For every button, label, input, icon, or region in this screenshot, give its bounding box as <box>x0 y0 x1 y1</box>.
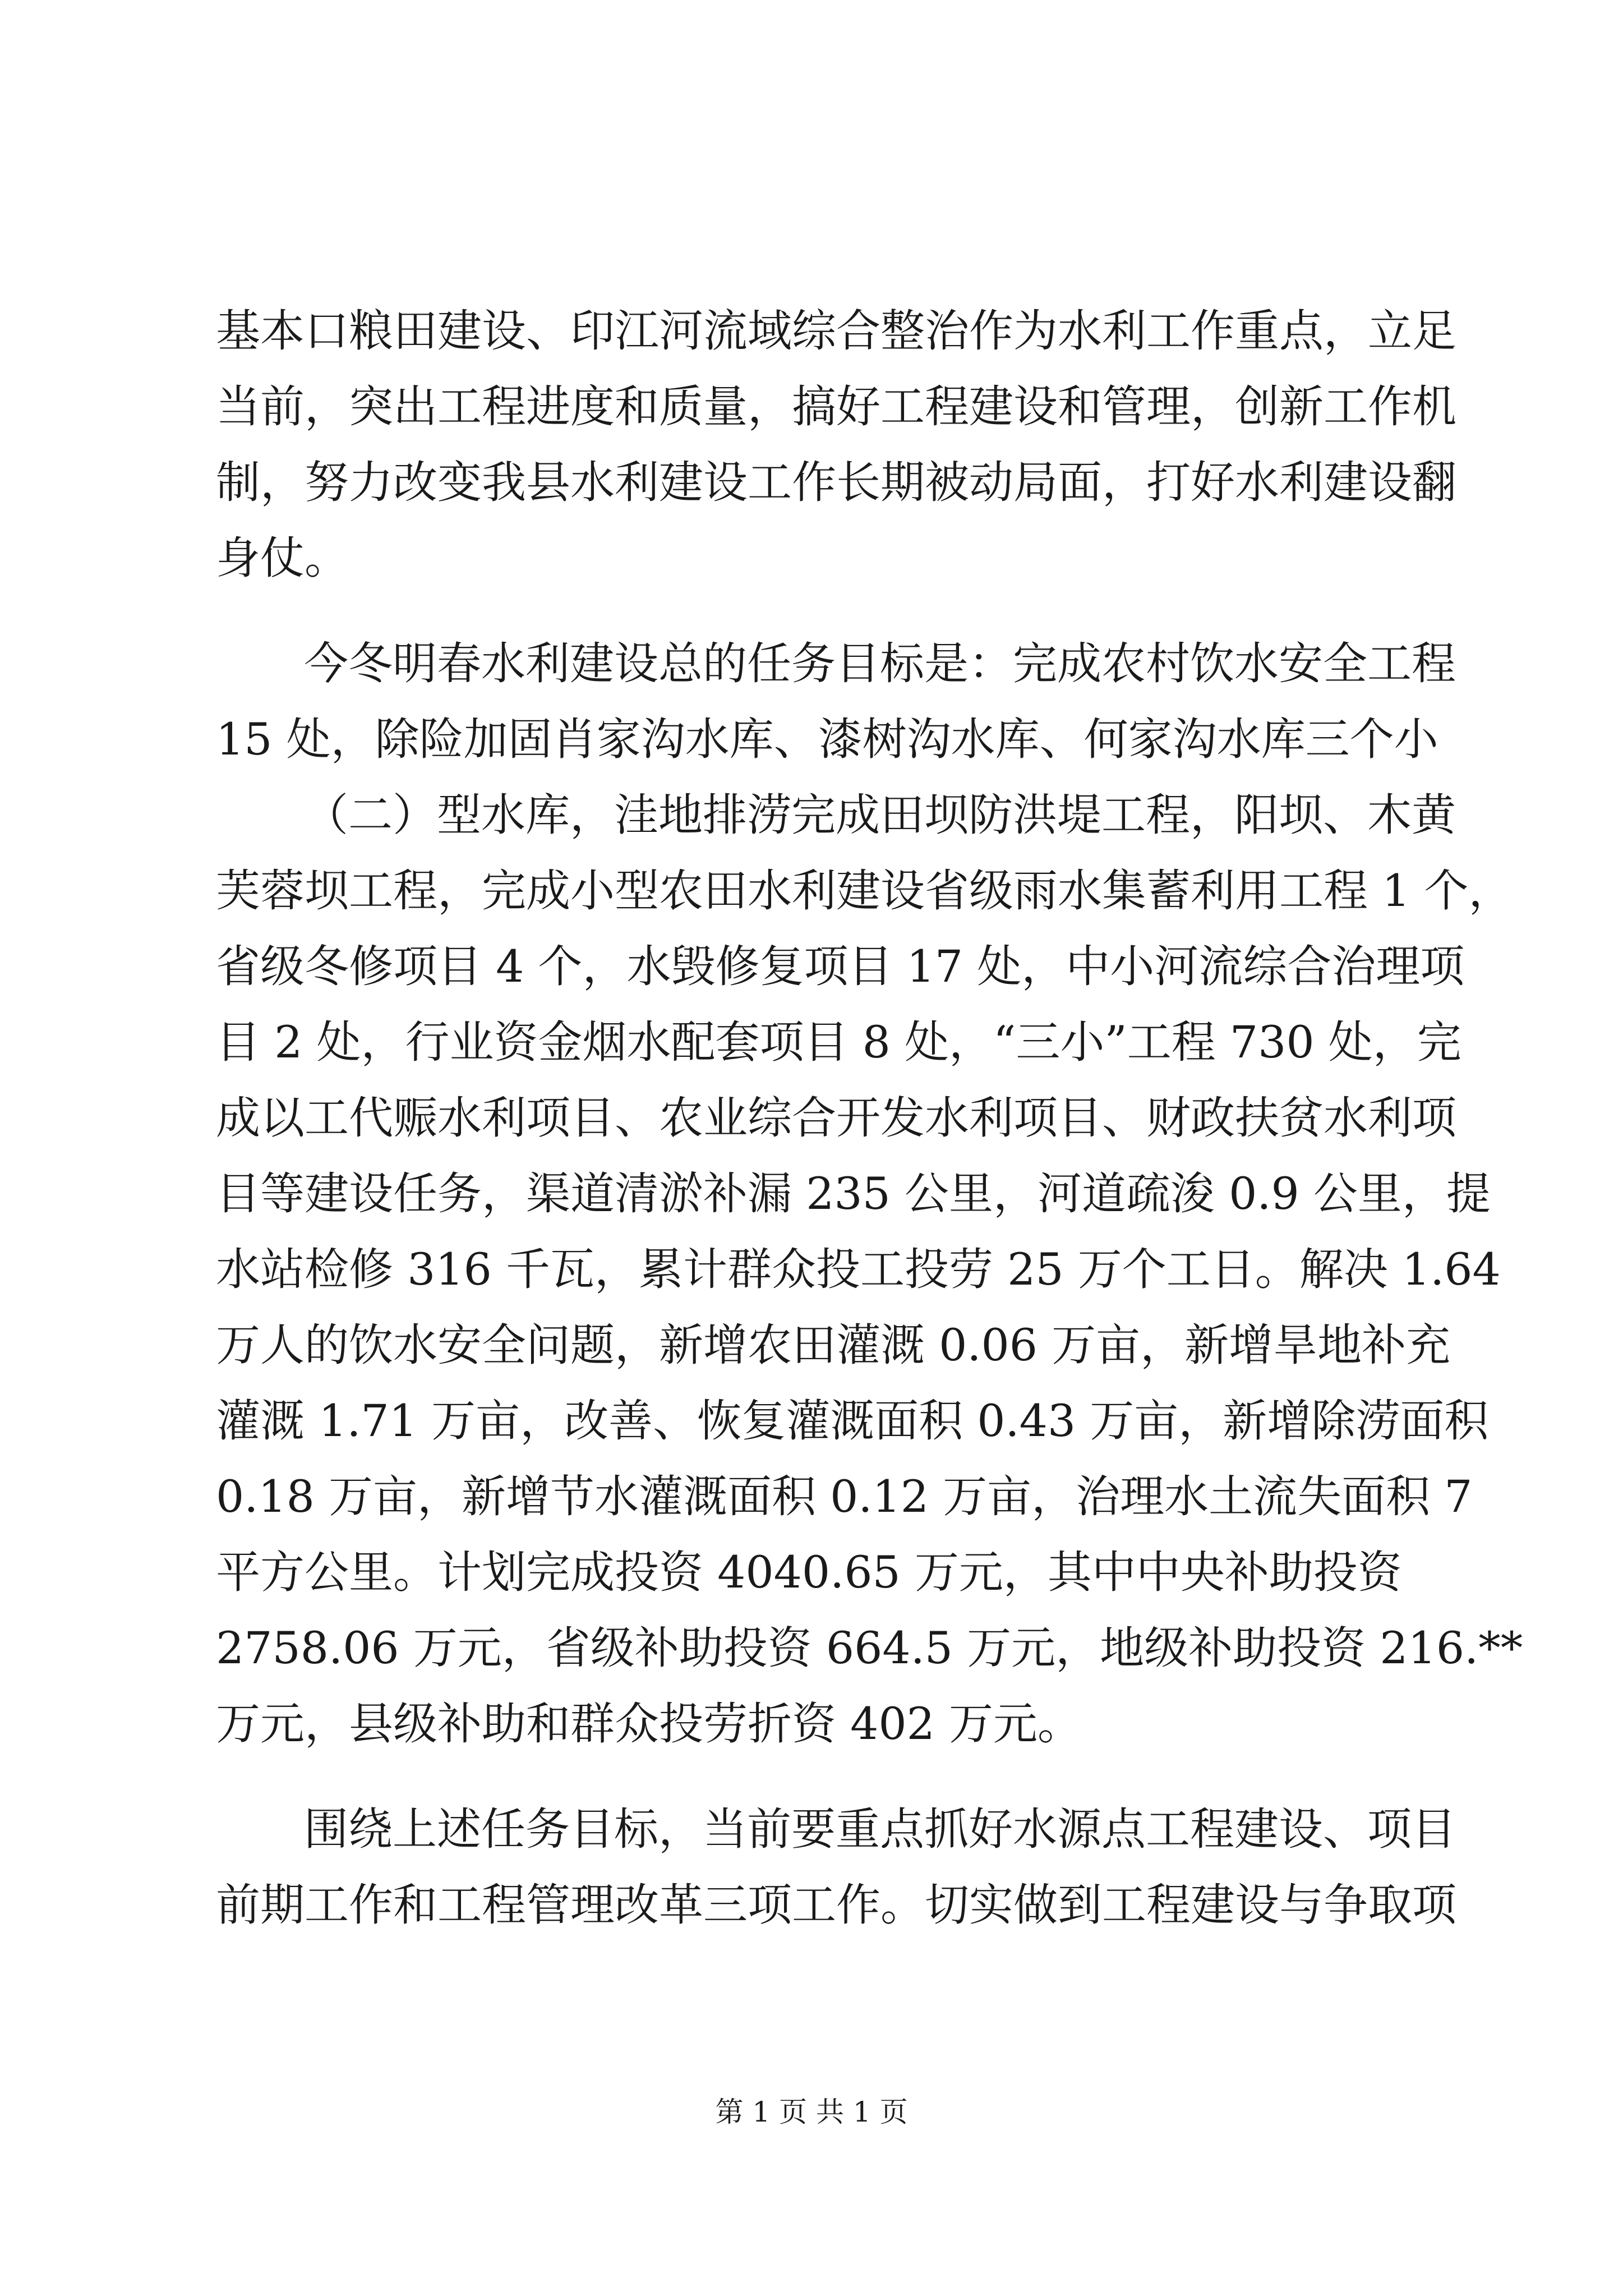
body-text-line: 2758.06 万元，省级补助投资 664.5 万元，地级补助投资 216.** <box>216 1622 1523 1674</box>
body-text-line: 水站检修 316 千瓦，累计群众投工投劳 25 万个工日。解决 1.64 <box>216 1244 1501 1295</box>
body-text-line: 目等建设任务，渠道清淤补漏 235 公里，河道疏浚 0.9 公里，提 <box>216 1168 1491 1220</box>
body-text-line: 当前，突出工程进度和质量，搞好工程建设和管理，创新工作机 <box>216 381 1456 432</box>
body-text-line: 0.18 万亩，新增节水灌溉面积 0.12 万亩，治理水土流失面积 7 <box>216 1471 1473 1522</box>
body-text-line: 成以工代赈水利项目、农业综合开发水利项目、财政扶贫水利项 <box>216 1092 1456 1144</box>
body-text-line: 平方公里。计划完成投资 4040.65 万元，其中中央补助投资 <box>216 1547 1402 1598</box>
paragraph-first-line: 今冬明春水利建设总的任务目标是：完成农村饮水安全工程 <box>304 638 1456 689</box>
body-text-line: 前期工作和工程管理改革三项工作。切实做到工程建设与争取项 <box>216 1879 1456 1931</box>
body-text-line: 万人的饮水安全问题，新增农田灌溉 0.06 万亩，新增旱地补充 <box>216 1319 1451 1371</box>
body-text-line: 芙蓉坝工程，完成小型农田水利建设省级雨水集蓄利用工程 1 个， <box>216 865 1513 917</box>
body-text-line: 15 处，除险加固肖家沟水库、漆树沟水库、何家沟水库三个小 <box>216 714 1438 765</box>
page-footer: 第 1 页 共 1 页 <box>715 2096 908 2128</box>
body-text-line: 目 2 处，行业资金烟水配套项目 8 处，“三小”工程 730 处，完 <box>216 1016 1461 1068</box>
paragraph-first-line: 围绕上述任务目标，当前要重点抓好水源点工程建设、项目 <box>304 1803 1456 1855</box>
body-text-line: 基本口粮田建设、印江河流域综合整治作为水利工作重点，立足 <box>216 305 1456 357</box>
body-text-line: 制，努力改变我县水利建设工作长期被动局面，打好水利建设翻 <box>216 457 1456 508</box>
body-text-line: 万元，县级补助和群众投劳折资 402 万元。 <box>216 1698 1082 1750</box>
body-text-line: （二）型水库，洼地排涝完成田坝防洪堤工程，阳坝、木黄 <box>304 789 1456 841</box>
body-text-line: 灌溉 1.71 万亩，改善、恢复灌溉面积 0.43 万亩，新增除涝面积 <box>216 1395 1489 1447</box>
body-text-line: 身仗。 <box>216 532 349 584</box>
body-text-line: 省级冬修项目 4 个，水毁修复项目 17 处，中小河流综合治理项 <box>216 941 1465 992</box>
